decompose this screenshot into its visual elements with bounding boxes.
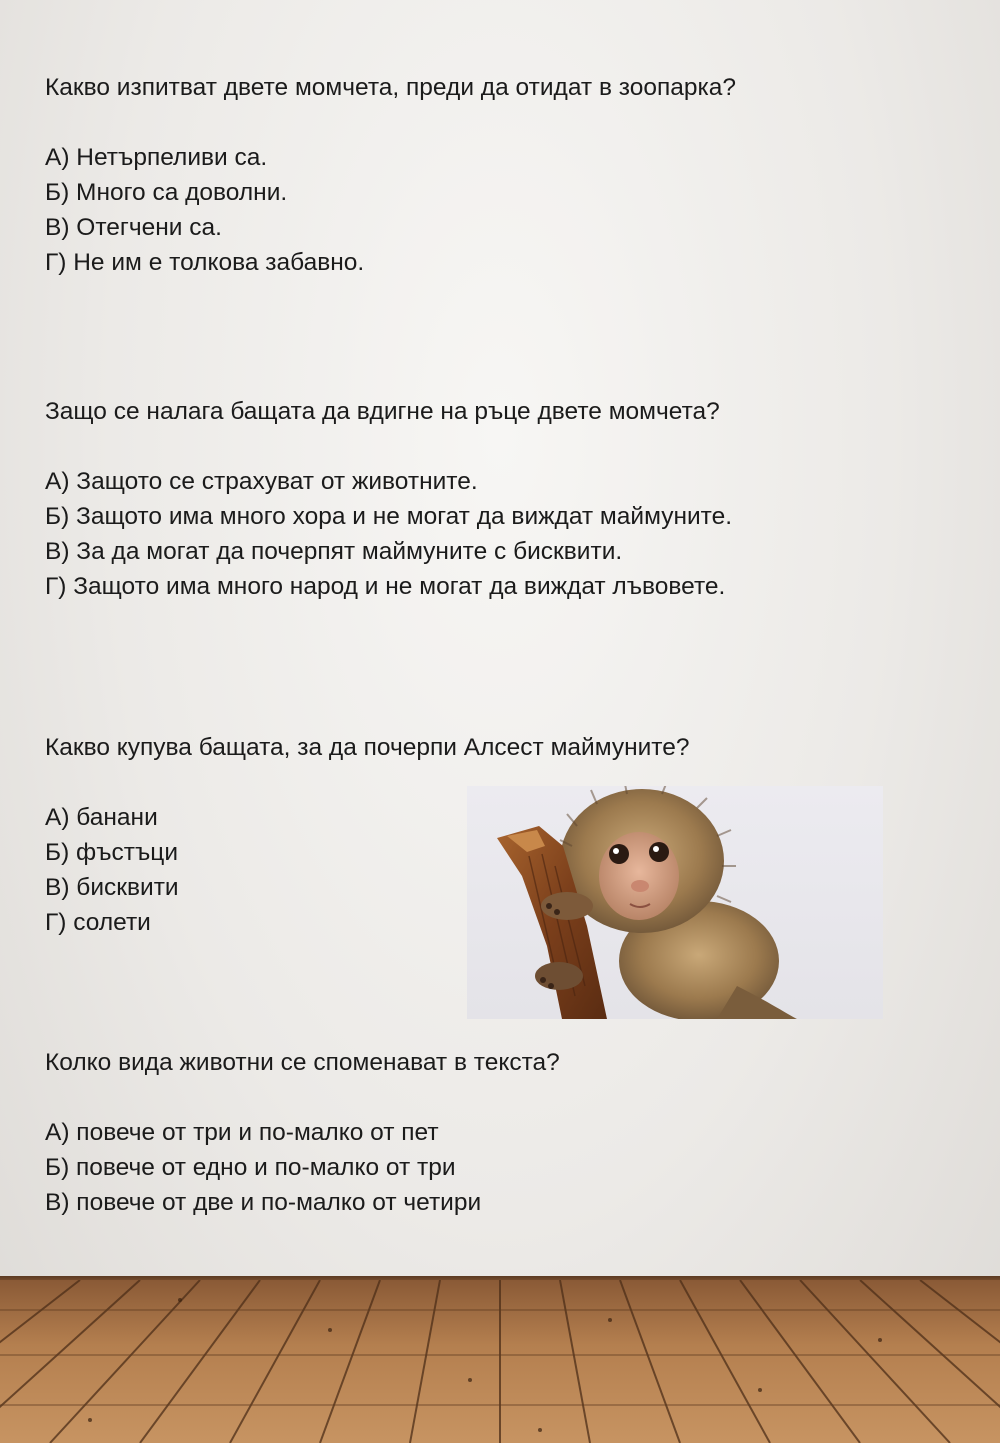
question-3-option-d: Г) солети bbox=[45, 909, 151, 936]
question-4 bbox=[45, 1045, 560, 1220]
question-2-option-a: А) Защото се страхуват от животните. bbox=[45, 468, 478, 495]
monkey-image bbox=[467, 786, 883, 1019]
monkey-right-eye bbox=[649, 842, 669, 862]
question-2-option-b: Б) Защото има много хора и не могат да виждат маймуните. bbox=[45, 503, 733, 530]
question-4-option-c: В) повече от две и по-малко от четири bbox=[45, 1189, 482, 1216]
question-1 bbox=[45, 70, 736, 280]
question-3-option-b: Б) фъстъци bbox=[45, 839, 179, 866]
question-3-option-a: А) банани bbox=[45, 804, 158, 831]
question-2-stem: Защо се налага бащата да вдигне на ръце двете момчета? bbox=[45, 398, 720, 425]
question-2-option-c: В) За да могат да почерпят маймуните с бисквити. bbox=[45, 538, 623, 565]
question-2-option-d: Г) Защото има много народ и не могат да виждат лъвовете. bbox=[45, 573, 726, 600]
question-4-option-b: Б) повече от едно и по-малко от три bbox=[45, 1154, 456, 1181]
question-2 bbox=[45, 394, 732, 604]
question-1-stem: Какво изпитват двете момчета, преди да отидат в зоопарка? bbox=[45, 74, 737, 101]
floor-planks bbox=[0, 1280, 1000, 1443]
question-4-stem: Колко вида животни се споменават в текста? bbox=[45, 1049, 560, 1076]
question-1-option-c: В) Отегчени са. bbox=[45, 214, 222, 241]
question-1-option-d: Г) Не им е толкова забавно. bbox=[45, 249, 365, 276]
wooden-floor bbox=[0, 1280, 1000, 1443]
question-3-option-c: В) бисквити bbox=[45, 874, 179, 901]
question-1-option-a: А) Нетърпеливи са. bbox=[45, 144, 268, 171]
question-1-option-b: Б) Много са доволни. bbox=[45, 179, 288, 206]
question-4-option-a: А) повече от три и по-малко от пет bbox=[45, 1119, 439, 1146]
monkey-hand-lower bbox=[535, 962, 583, 990]
question-3-stem: Какво купува бащата, за да почерпи Алсест маймуните? bbox=[45, 734, 690, 761]
monkey-illustration bbox=[467, 786, 883, 1019]
monkey-left-eye bbox=[609, 844, 629, 864]
